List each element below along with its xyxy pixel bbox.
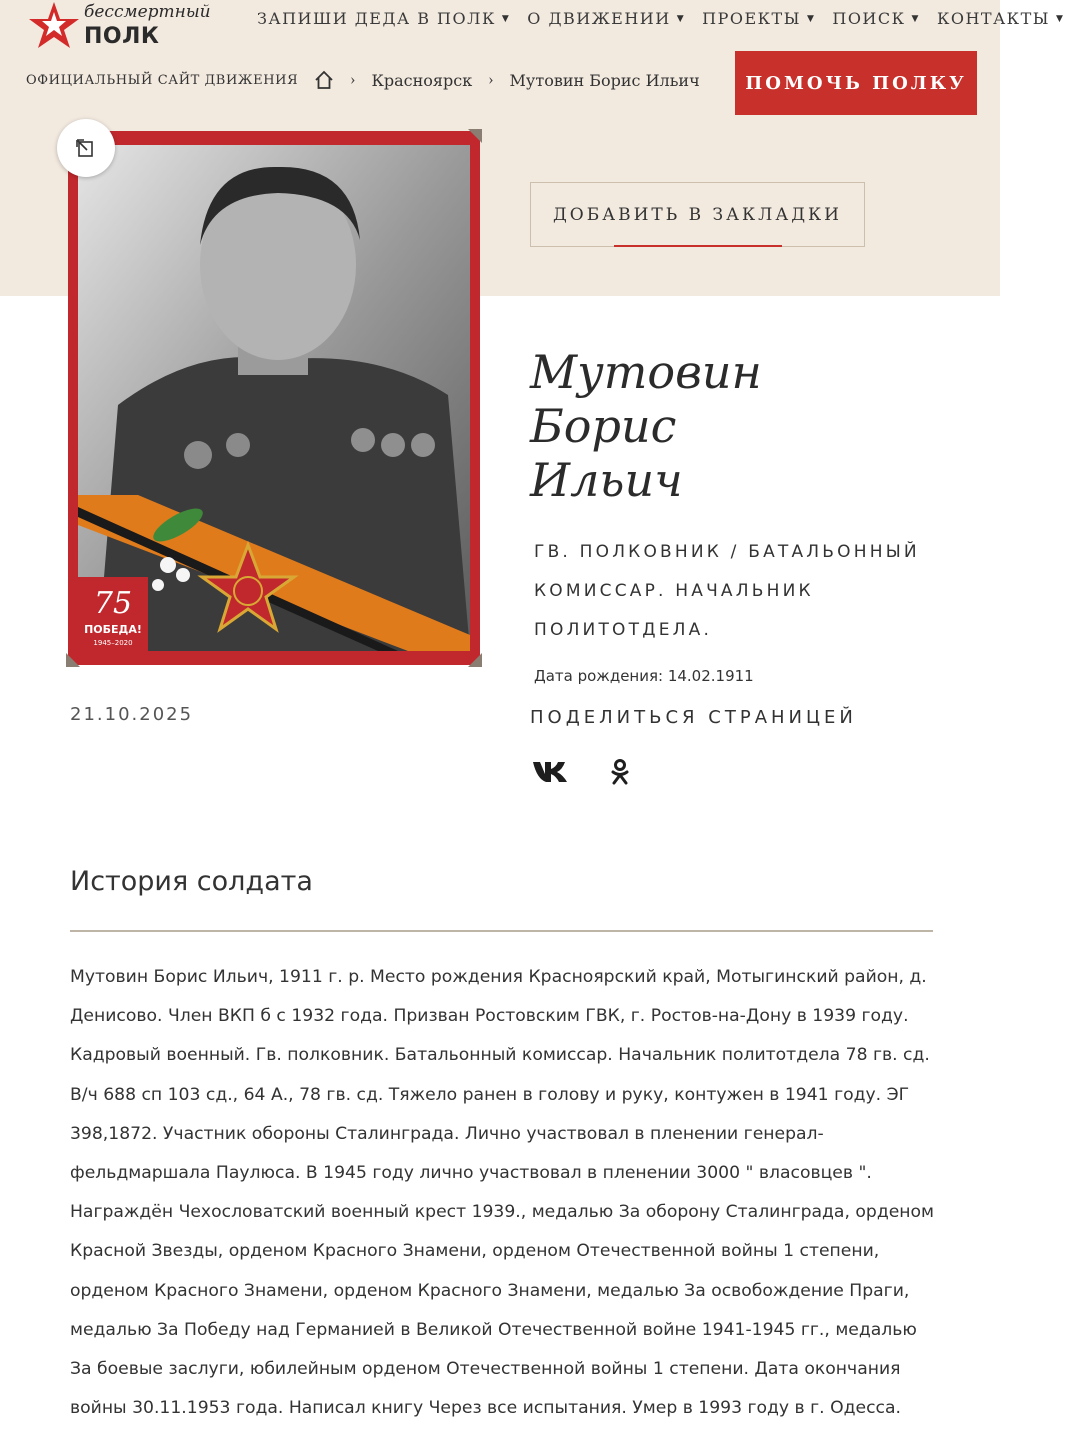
caret-down-icon: ▼ xyxy=(676,13,686,24)
nav-item-label: ПОИСК xyxy=(832,9,906,28)
home-icon[interactable] xyxy=(314,70,334,90)
nav-item-search[interactable] xyxy=(832,9,920,28)
red-star-icon xyxy=(26,0,82,52)
add-bookmark-label: ДОБАВИТЬ В ЗАКЛАДКИ xyxy=(552,204,843,225)
soldier-first-name: Борис xyxy=(530,399,677,453)
nav-item-label: ЗАПИШИ ДЕДА В ПОЛК xyxy=(257,9,496,28)
soldier-name xyxy=(530,345,762,507)
soldier-patronymic: Ильич xyxy=(530,453,683,507)
soldier-photo-frame xyxy=(68,131,480,665)
story-text: Мутовин Борис Ильич, 1911 г. р. Место рождения Красноярский край, Мотыгинский район, д. Денисово. Член ВКП б с 1932 года. Призван Ростовским ГВК, г. Ростов-на-Дону в 1939 году. Кадровый военный. Гв. полковник. Батальонный комиссар. Начальник политотдела 78 гв. сд. В/ч 688 сп 103 сд., 64 А., 78 гв. сд. Тяжело ранен в голову и руку, контужен в 1941 году. ЭГ 398,1872. Участник обороны Сталинграда. Лично участвовал в пленении генерал-фельдмаршала Паулюса. В 1945 году лично участвовал в пленении 3000 " власовцев ". Награждён Чехословатский военный крест 1939., медалью За оборону Сталинграда, орденом Красной Звезды, орденом Красного Знамени, орденом Отечественной войны 1 степени, орденом Красного Знамени, орденом Красного Знамени, медалью За освобождение Праги, медалью За Победу над Германией в Великой Отечественной войне 1941-1945 гг., медалью За боевые заслуги, юбилейным орденом Отечественной войны 1 степени. Дата окончания войны 30.11.1953 года. Написал книгу Через все испытания. Умер в 1993 году в г. Одесса. xyxy=(70,967,934,1419)
nav-item-about[interactable] xyxy=(527,9,685,28)
story-divider xyxy=(70,930,933,932)
nav-item-contacts[interactable] xyxy=(937,9,1064,28)
nav-item-projects[interactable] xyxy=(702,9,815,28)
main-nav xyxy=(257,9,1081,28)
add-bookmark-button[interactable] xyxy=(530,182,865,247)
chevron-right-icon: › xyxy=(488,71,494,88)
breadcrumb xyxy=(26,70,700,90)
logo-text-bottom: ПОЛК xyxy=(84,24,160,49)
help-regiment-button[interactable]: ПОМОЧЬ ПОЛКУ xyxy=(735,51,977,115)
soldier-rank: ГВ. ПОЛКОВНИК / БАТАЛЬОННЫЙ КОМИССАР. НАЧАЛЬНИК ПОЛИТОТДЕЛА. xyxy=(534,542,920,640)
soldier-photo xyxy=(78,145,470,651)
soldier-surname: Мутовин xyxy=(530,345,762,399)
breadcrumb-site-label: ОФИЦИАЛЬНЫЙ САЙТ ДВИЖЕНИЯ xyxy=(26,72,299,88)
caret-down-icon: ▼ xyxy=(1055,13,1065,24)
nav-item-label: КОНТАКТЫ xyxy=(936,9,1050,28)
logo-text-top: бессмертный xyxy=(84,2,211,22)
caret-down-icon: ▼ xyxy=(911,13,920,24)
frame-corner xyxy=(468,129,482,143)
caret-down-icon: ▼ xyxy=(501,13,511,24)
badge-years: 1945–2020 xyxy=(93,639,133,647)
frame-corner xyxy=(66,653,80,667)
edit-icon xyxy=(75,137,97,159)
caret-down-icon: ▼ xyxy=(806,13,816,24)
breadcrumb-current: Мутовин Борис Ильич xyxy=(509,70,700,90)
logo[interactable] xyxy=(26,0,211,52)
badge-text: ПОБЕДА! xyxy=(84,623,142,636)
birth-date: Дата рождения: 14.02.1911 xyxy=(534,667,754,685)
portrait-image xyxy=(78,145,470,651)
share-label: ПОДЕЛИТЬСЯ СТРАНИЦЕЙ xyxy=(530,707,857,728)
bookmark-underline xyxy=(614,245,782,247)
badge-number: 75 xyxy=(93,586,133,621)
edit-button[interactable] xyxy=(57,119,115,177)
vk-icon[interactable] xyxy=(532,759,568,783)
nav-item-label: О ДВИЖЕНИИ xyxy=(527,9,671,28)
chevron-right-icon: › xyxy=(350,71,356,88)
nav-item-enroll[interactable] xyxy=(257,9,510,28)
story-title: История солдата xyxy=(70,866,313,897)
breadcrumb-city[interactable]: Красноярск xyxy=(371,70,473,90)
frame-corner xyxy=(468,653,482,667)
publication-date: 21.10.2025 xyxy=(70,704,194,725)
odnoklassniki-icon[interactable] xyxy=(611,758,629,786)
nav-item-label: ПРОЕКТЫ xyxy=(702,9,801,28)
